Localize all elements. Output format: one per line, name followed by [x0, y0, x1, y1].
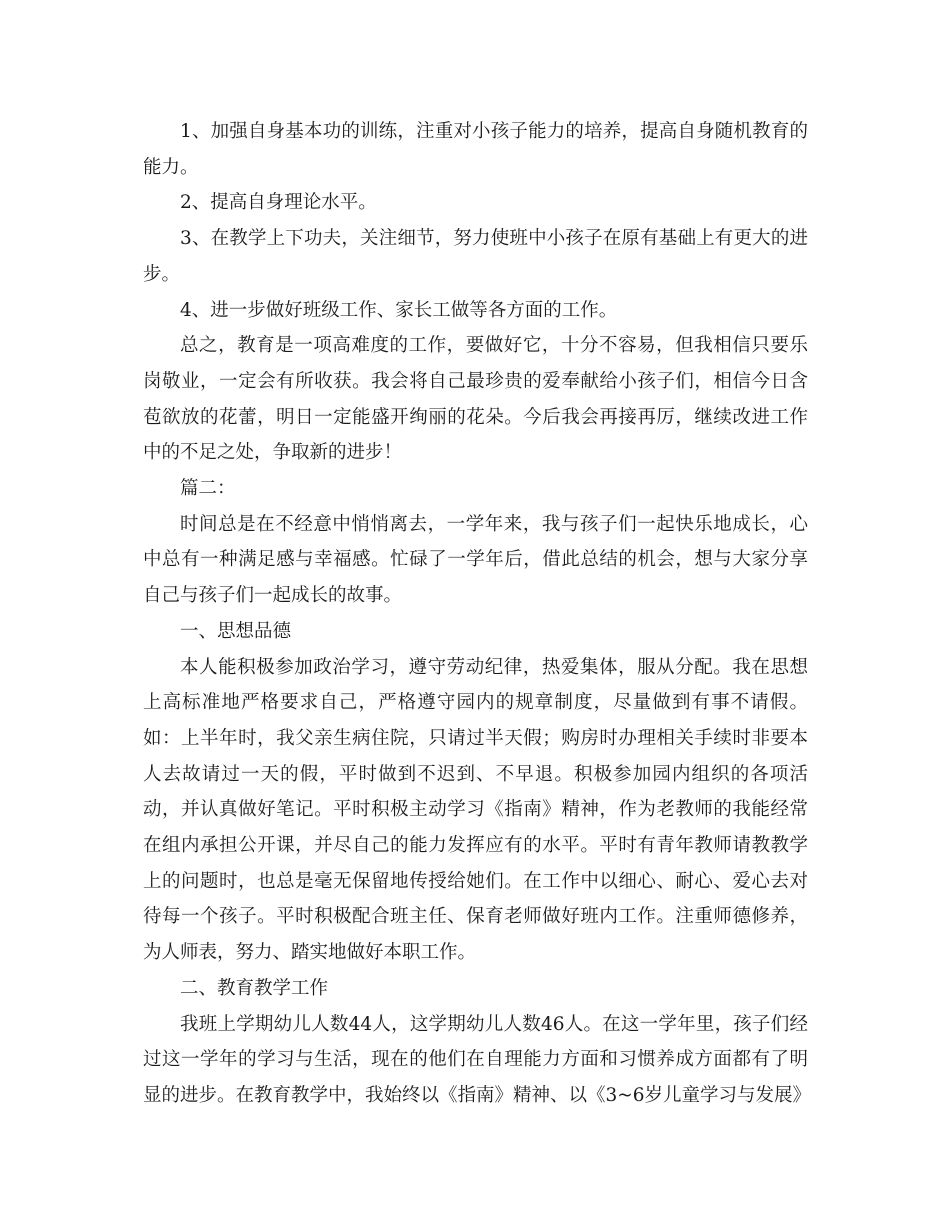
paragraph-item-3: 3、在教学上下功夫，关注细节，努力使班中小孩子在原有基础上有更大的进步。 [143, 228, 808, 285]
paragraph-ideology: 本人能积极参加政治学习，遵守劳动纪律，热爱集体，服从分配。我在思想上高标准地严格要求自己，严格遵守园内的规章制度，尽量做到有事不请假。如：上半年时，我父亲生病住院，只请过半天假；购房时办理相关手续时非要本人去故请过一天的假，平时做到不迟到、不早退。积极参加园内组织的各项活动，并认真做好笔记。平时积极主动学习《指南》精神，作为老教师的我能经常在组内承担公开课，并尽自己的能力发挥应有的水平。平时有青年教师请教教学上的问题时，也总是毫无保留地传授给她们。在工作中以细心、耐心、爱心去对待每一个孩子。平时积极配合班主任、保育老师做好班内工作。注重师德修养，为人师表，努力、踏实地做好本职工作。 [143, 656, 808, 964]
section-heading-ideology: 一、思想品德 [180, 620, 292, 642]
paragraph-item-2: 2、提高自身理论水平。 [180, 192, 377, 214]
section-heading-teaching: 二、教育教学工作 [180, 977, 329, 999]
section-heading-part-two: 篇二： [180, 478, 236, 500]
paragraph-intro: 时间总是在不经意中悄悄离去，一学年来，我与孩子们一起快乐地成长，心中总有一种满足感与幸福感。忙碌了一学年后，借此总结的机会，想与大家分享自己与孩子们一起成长的故事。 [143, 513, 808, 607]
paragraph-item-4: 4、进一步做好班级工作、家长工做等各方面的工作。 [180, 299, 618, 321]
paragraph-teaching: 我班上学期幼儿人数44人，这学期幼儿人数46人。在这一学年里，孩子们经过这一学年的学习与生活，现在的他们在自理能力方面和习惯养成方面都有了明显的进步。在教育教学中，我始终以《指南》精神、以《3~6岁儿童学习与发展》 [143, 1013, 812, 1106]
document-body [143, 114, 812, 1114]
paragraph-item-1: 1、加强自身基本功的训练，注重对小孩子能力的培养，提高自身随机教育的能力。 [143, 121, 808, 178]
paragraph-summary: 总之，教育是一项高难度的工作，要做好它，十分不容易，但我相信只要乐岗敬业，一定会有所收获。我会将自己最珍贵的爱奉献给小孩子们，相信今日含苞欲放的花蕾，明日一定能盛开绚丽的花朵。今后我会再接再厉，继续改进工作中的不足之处，争取新的进步！ [143, 335, 808, 464]
